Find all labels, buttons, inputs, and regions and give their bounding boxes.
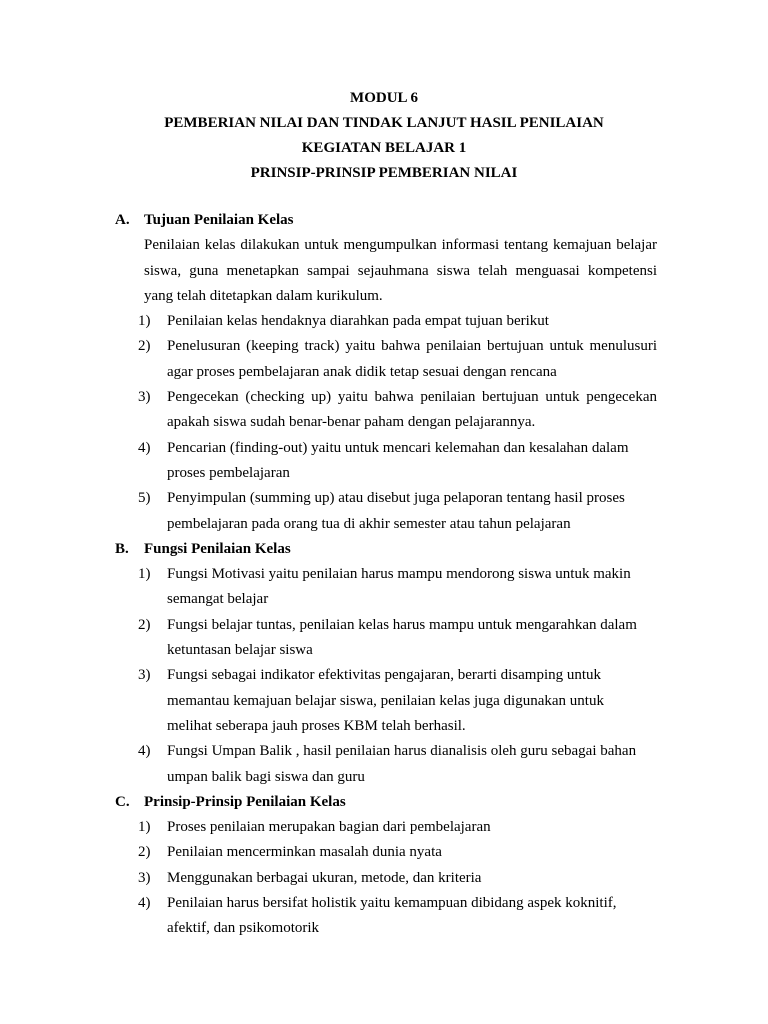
list-item	[138, 815, 657, 840]
list-text: semangat belajar	[167, 591, 269, 608]
list-text: Pencarian (finding-out) yaitu untuk mencari kelemahan dan kesalahan dalam	[167, 439, 629, 456]
list-number: 2)	[138, 616, 151, 633]
list-item	[138, 613, 657, 664]
list-text: apakah siswa sudah benar-benar paham dengan pelajarannya.	[167, 414, 536, 431]
list-number: 3)	[138, 869, 151, 886]
list-number: 4)	[138, 439, 151, 456]
list-number: 3)	[138, 667, 151, 684]
list-text: ketuntasan belajar siswa	[167, 642, 313, 659]
list-item	[138, 866, 657, 891]
list-text: Fungsi Umpan Balik , hasil penilaian harus dianalisis oleh guru sebagai bahan	[167, 743, 637, 760]
numbered-list	[117, 815, 657, 941]
list-text: Penyimpulan (summing up) atau disebut juga pelaporan tentang hasil proses	[167, 490, 625, 507]
section-a	[117, 208, 657, 537]
list-number: 1)	[138, 819, 151, 836]
list-item	[138, 486, 657, 537]
list-number: 5)	[138, 490, 151, 507]
list-text: agar proses pembelajaran anak didik tetap sesuai dengan rencana	[167, 363, 557, 380]
list-item	[138, 436, 657, 487]
section-title: Fungsi Penilaian Kelas	[144, 540, 291, 557]
list-text: memantau kemajuan belajar siswa, penilaian kelas juga digunakan untuk	[167, 692, 604, 709]
list-text: Pengecekan (checking up) yaitu bahwa penilaian bertujuan untuk pengecekan	[167, 389, 657, 406]
paragraph-line: siswa, guna menetapkan sampai sejauhmana siswa telah menguasai kompetensi	[144, 262, 657, 279]
list-item	[138, 891, 657, 942]
section-c	[117, 790, 657, 942]
list-text: Proses penilaian merupakan bagian dari pembelajaran	[167, 819, 491, 836]
list-text: Penelusuran (keeping track) yaitu bahwa penilaian bertujuan untuk menulusuri	[167, 338, 657, 355]
list-number: 1)	[138, 566, 151, 583]
section-heading	[117, 790, 657, 815]
section-title: Tujuan Penilaian Kelas	[144, 212, 294, 228]
list-text: melihat seberapa jauh proses KBM telah berhasil.	[167, 717, 466, 734]
module-title: MODUL 6	[350, 90, 418, 106]
list-text: Penilaian harus bersifat holistik yaitu kemampuan dibidang aspek koknitif,	[167, 895, 617, 912]
list-text: Menggunakan berbagai ukuran, metode, dan kriteria	[167, 869, 482, 886]
section-letter: C.	[115, 793, 130, 810]
list-item	[138, 663, 657, 739]
section-letter: A.	[115, 212, 130, 228]
list-text: pembelajaran pada orang tua di akhir semester atau tahun pelajaran	[167, 515, 571, 532]
list-item	[138, 562, 657, 613]
section-heading	[117, 537, 657, 562]
list-text: Fungsi sebagai indikator efektivitas pengajaran, berarti disamping untuk	[167, 667, 602, 684]
list-text: Fungsi Motivasi yaitu penilaian harus mampu mendorong siswa untuk makin	[167, 566, 631, 583]
list-number: 1)	[138, 313, 151, 330]
paragraph-line: yang telah ditetapkan dalam kurikulum.	[144, 287, 383, 304]
list-text: proses pembelajaran	[167, 464, 290, 481]
intro-paragraph	[144, 233, 657, 309]
document-header	[0, 86, 768, 186]
list-item	[138, 840, 657, 865]
chapter-title: PEMBERIAN NILAI DAN TINDAK LANJUT HASIL PENILAIAN	[164, 115, 604, 131]
activity-title: KEGIATAN BELAJAR 1	[301, 140, 467, 156]
section-heading	[117, 208, 657, 233]
list-item	[138, 385, 657, 436]
list-text: Penilaian mencerminkan masalah dunia nyata	[167, 844, 442, 861]
section-title: Prinsip-Prinsip Penilaian Kelas	[144, 793, 346, 810]
numbered-list	[117, 309, 657, 537]
section-letter: B.	[115, 540, 129, 557]
list-number: 4)	[138, 743, 151, 760]
list-item	[138, 334, 657, 385]
list-number: 2)	[138, 338, 151, 355]
list-number: 4)	[138, 895, 151, 912]
list-item	[138, 309, 657, 334]
section-subtitle: PRINSIP-PRINSIP PEMBERIAN NILAI	[250, 165, 518, 181]
document-body	[117, 208, 657, 942]
numbered-list	[117, 562, 657, 790]
list-text: umpan balik bagi siswa dan guru	[167, 768, 365, 785]
paragraph-line: Penilaian kelas dilakukan untuk mengumpulkan informasi tentang kemajuan belajar	[144, 237, 657, 254]
list-item	[138, 739, 657, 790]
list-text: afektif, dan psikomotorik	[167, 920, 320, 937]
list-number: 3)	[138, 389, 151, 406]
list-number: 2)	[138, 844, 151, 861]
list-text: Fungsi belajar tuntas, penilaian kelas harus mampu untuk mengarahkan dalam	[167, 616, 637, 633]
list-text: Penilaian kelas hendaknya diarahkan pada empat tujuan berikut	[167, 313, 549, 330]
section-b	[117, 537, 657, 790]
